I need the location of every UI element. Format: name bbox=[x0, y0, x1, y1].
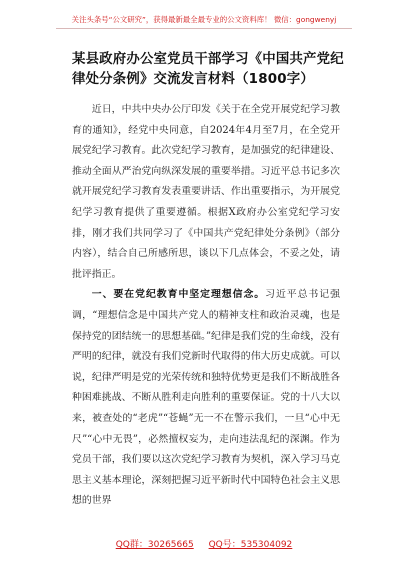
document-title: 某县政府办公室党员干部学习《中国共产党纪律处分条例》交流发言材料（1800字） bbox=[72, 52, 344, 87]
header-notice: 关注头条号“公文研究”，获得最新最全最专业的公文资料库！ 微信：gongwenyj bbox=[71, 15, 337, 24]
qq-group-link[interactable]: QQ群：30265665 bbox=[115, 540, 194, 550]
footer-contacts bbox=[0, 537, 408, 550]
header-divider bbox=[56, 28, 352, 29]
paragraph-intro: 近日，中共中央办公厅印发《关于在全党开展党纪学习教育的通知》，经党中央同意，自2024年4月至7月，在全党开展党纪学习教育。此次党纪学习教育，是加强党的纪律建设、推动全面从严治党向纵深发展的重要举措。习近平总书记多次就开展党纪学习教育发表重要讲话、作出重要指示，为开展党纪学习教育提供了重要遵循。根据X政府办公室党纪学习安排，刚才我们共同学习了《中国共产党纪律处分条例》（部分内容），结合自己所感所思，谈以下几点体会，不妥之处，请批评指正。 bbox=[72, 104, 340, 280]
document-body bbox=[72, 100, 340, 512]
section-1-text: 习近平总书记强调，“理想信念是中国共产党人的精神支柱和政治灵魂，也是保持党的团结统一的思想基础。”纪律是我们党的生命线，没有严明的纪律，就没有我们党新时代取得的伟大历史成就。可以说，纪律严明是党的光荣传统和独特优势更是我们不断战胜各种困难挑战、不断从胜利走向胜利的重要保证。党的十八大以来，被查处的“老虎”“苍蝇”无一不在警示我们，一旦“心中无尺”“心中无畏”，必然擅权妄为，走向违法乱纪的深渊。作为党员干部，我们要以这次党纪学习教育为契机，深入学习马克思主义基本理论，深刻把握习近平新时代中国特色社会主义思想的世界 bbox=[72, 289, 340, 507]
qq-number-link[interactable]: QQ号：535304092 bbox=[208, 540, 293, 550]
paragraph-section-1 bbox=[72, 285, 340, 512]
section-heading: 一、要在党纪教育中坚定理想信念。 bbox=[91, 289, 266, 301]
